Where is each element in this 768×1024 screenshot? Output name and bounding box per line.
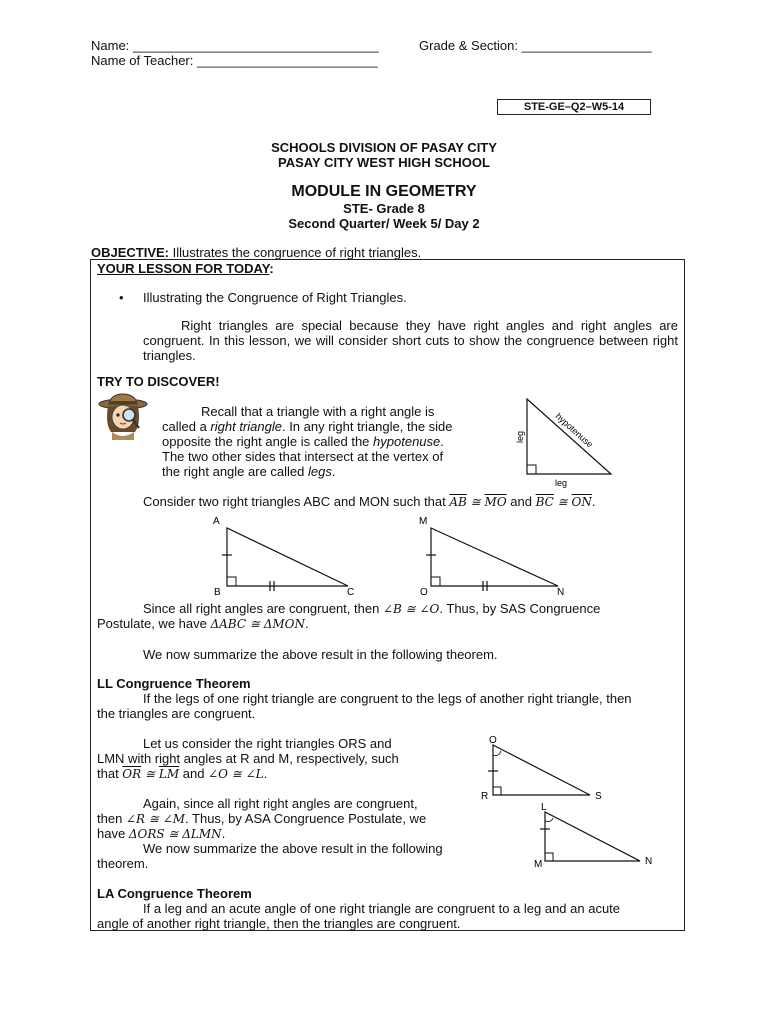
vertex-o-label: O: [420, 587, 428, 598]
triangle-lmn-angle-l-arc: [545, 818, 553, 822]
ors-line-5: [97, 811, 426, 826]
ors-line-3-b: and: [179, 766, 209, 781]
objective-text: Illustrates the congruence of right triangles.: [169, 245, 422, 260]
consider-period: .: [591, 494, 596, 509]
recall-line-5-c: .: [331, 464, 336, 479]
module-code-box: STE-GE–Q2–W5-14: [497, 99, 651, 115]
quarter-subtitle: Second Quarter/ Week 5/ Day 2: [288, 216, 480, 231]
triangle-lmn-diagram: [530, 799, 660, 871]
summary-line-1: We now summarize the above result in the following theorem.: [143, 647, 498, 662]
segment-mo: $\overline{MO}$: [484, 495, 507, 509]
diagram-right-angle-mark: [527, 465, 536, 474]
diagram-leg-horizontal-label: leg: [555, 478, 568, 488]
recall-line-5-a: the right angle are called: [162, 464, 308, 479]
triangle-mon: [431, 528, 558, 586]
angles-o-l-congruent: ∠O ≅ ∠L: [208, 767, 264, 781]
objective-line: [91, 245, 421, 260]
sas-line-1: [143, 601, 600, 616]
teacher-field-label: Name of Teacher: _________________________: [91, 53, 378, 68]
ll-theorem-line-2: the triangles are congruent.: [97, 706, 256, 721]
congruent-symbol-2: ≅: [553, 495, 572, 509]
triangle-abc-right-angle: [227, 577, 236, 586]
triangle-abc: [227, 528, 348, 586]
triangles-abc-mon-congruent: ΔABC ≅ ΔMON: [210, 617, 305, 631]
lesson-heading-text: YOUR LESSON FOR TODAY: [97, 261, 270, 276]
angles-b-o-congruent: ∠B ≅ ∠O: [382, 602, 440, 616]
triangle-ors-angle-o-arc: [493, 751, 501, 756]
triangle-ors-diagram: [478, 733, 608, 803]
ll-theorem-heading: LL Congruence Theorem: [97, 676, 251, 691]
triangle-ors-right-angle: [493, 787, 501, 795]
grade-subtitle: STE- Grade 8: [343, 201, 425, 216]
vertex-n2-label: N: [645, 856, 653, 867]
ors-line-7: We now summarize the above result in the following: [143, 841, 443, 856]
ors-line-5-a: then: [97, 811, 126, 826]
segment-on: $\overline{ON}$: [571, 495, 592, 509]
la-theorem-heading: LA Congruence Theorem: [97, 886, 252, 901]
vertex-s-label: S: [595, 791, 602, 802]
name-field-label: Name: __________________________________: [91, 38, 379, 53]
vertex-r-label: R: [481, 791, 489, 802]
consider-line: [143, 494, 595, 509]
triangle-mon-diagram: [410, 513, 575, 598]
ors-line-3-c: .: [263, 766, 268, 781]
ors-line-3: [97, 766, 267, 781]
recall-line-1: Recall that a triangle with a right angle is: [201, 404, 435, 419]
term-legs: legs: [307, 464, 332, 479]
ors-line-1: Let us consider the right triangles ORS and: [143, 736, 392, 751]
consider-text: Consider two right triangles ABC and MON such that: [143, 494, 450, 509]
lesson-heading-colon: :: [269, 261, 274, 276]
vertex-n-label: N: [557, 587, 565, 598]
segment-lm: $\overline{LM}$: [158, 767, 180, 781]
term-hypotenuse: hypotenuse: [373, 434, 441, 449]
sas-line-1-a: Since all right angles are congruent, then: [143, 601, 383, 616]
triangle-lmn-right-angle: [545, 853, 553, 861]
ors-line-8: theorem.: [97, 856, 149, 871]
recall-line-3-a: opposite the right angle is called the: [162, 434, 374, 449]
la-theorem-line-1: If a leg and an acute angle of one right triangle are congruent to a leg and an acute: [143, 901, 621, 916]
ors-line-6-b: .: [221, 826, 226, 841]
vertex-l-label: L: [541, 802, 547, 813]
school-title: PASAY CITY WEST HIGH SCHOOL: [278, 155, 490, 170]
segment-or: $\overline{OR}$: [122, 767, 142, 781]
detective-girl-icon: [95, 392, 151, 440]
ors-line-6: [97, 826, 225, 841]
vertex-a-label: A: [213, 516, 220, 527]
recall-line-3-c: .: [440, 434, 444, 449]
bullet-text: Illustrating the Congruence of Right Triangles.: [143, 290, 407, 305]
sas-line-1-b: . Thus, by SAS Congruence: [439, 601, 601, 616]
sas-line-2-b: .: [305, 616, 309, 631]
congruent-symbol-1: ≅: [466, 495, 485, 509]
and-word: and: [506, 494, 536, 509]
triangle-mon-right-angle: [431, 577, 440, 586]
intro-paragraph: Right triangles are special because they have right angles and right angles are congruent. In this lesson, we will consider short cuts to show the congruence between right triangles.: [143, 318, 678, 363]
bullet-marker: •: [119, 290, 124, 305]
ors-line-2: LMN with right angles at R and M, respectively, such: [97, 751, 399, 766]
recall-line-2-a: called a: [162, 419, 211, 434]
diagram-leg-vertical-label: leg: [515, 430, 525, 443]
vertex-b-label: B: [214, 587, 221, 598]
segment-bc: $\overline{BC}$: [535, 495, 554, 509]
ors-line-5-b: . Thus, by ASA Congruence Postulate, we: [185, 811, 427, 826]
ors-line-3-a: that: [97, 766, 123, 781]
ors-line-4: Again, since all right right angles are congruent,: [143, 796, 418, 811]
recall-line-5: [162, 464, 335, 479]
triangle-ors: [493, 745, 590, 795]
diagram-triangle: [527, 399, 611, 474]
sas-line-2: [97, 616, 309, 631]
term-right-triangle: right triangle: [210, 419, 282, 434]
vertex-o2-label: O: [489, 735, 497, 746]
vertex-c-label: C: [347, 587, 355, 598]
right-triangle-parts-diagram: [505, 395, 620, 490]
triangle-abc-diagram: [205, 513, 365, 598]
triangle-lmn: [545, 812, 640, 861]
recall-line-3: [162, 434, 444, 449]
division-title: SCHOOLS DIVISION OF PASAY CITY: [271, 140, 497, 155]
vertex-m2-label: M: [534, 859, 543, 870]
try-to-discover-heading: TRY TO DISCOVER!: [97, 374, 220, 389]
la-theorem-line-2: angle of another right triangle, then the triangles are congruent.: [97, 916, 461, 931]
recall-line-2: [162, 419, 453, 434]
ll-theorem-line-1: If the legs of one right triangle are congruent to the legs of another right triangle, then: [143, 691, 632, 706]
grade-section-field-label: Grade & Section: __________________: [419, 38, 652, 53]
congruent-symbol-3: ≅: [141, 767, 159, 781]
recall-line-2-c: . In any right triangle, the side: [281, 419, 453, 434]
triangles-ors-lmn-congruent: ΔORS ≅ ΔLMN: [128, 827, 222, 841]
module-title: MODULE IN GEOMETRY: [291, 183, 477, 200]
angles-r-m-congruent: ∠R ≅ ∠M: [125, 812, 186, 826]
objective-label: OBJECTIVE:: [91, 245, 170, 260]
recall-line-4: The two other sides that intersect at the vertex of: [162, 449, 444, 464]
diagram-hypotenuse-label: hypotenuse: [553, 411, 595, 450]
lesson-heading: [97, 261, 274, 276]
sas-line-2-a: Postulate, we have: [97, 616, 211, 631]
segment-ab: $\overline{AB}$: [449, 495, 467, 509]
ors-line-6-a: have: [97, 826, 129, 841]
vertex-m-label: M: [419, 516, 428, 527]
